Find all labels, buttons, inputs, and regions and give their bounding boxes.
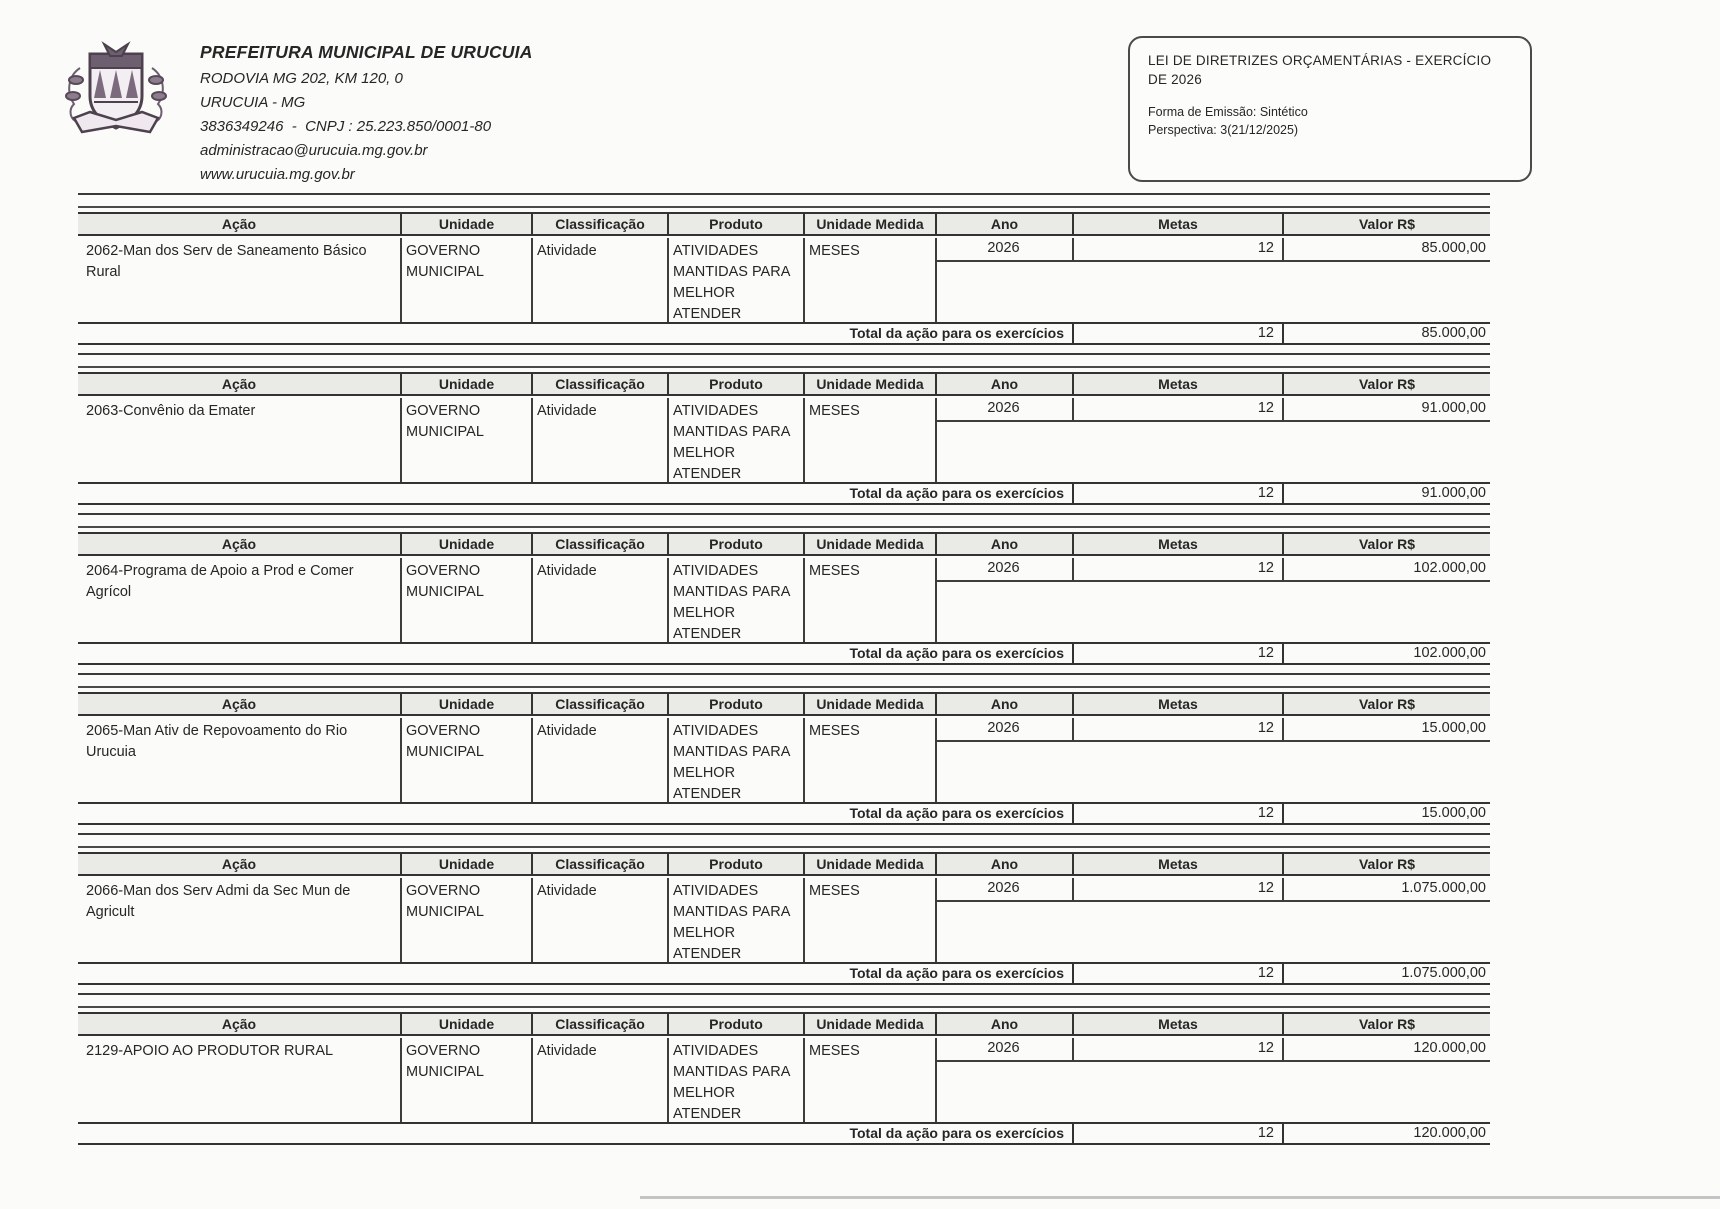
column-divider	[803, 558, 805, 642]
acao-cell: 2064-Programa de Apoio a Prod e Comer Agrícol	[86, 563, 354, 600]
total-valor-value: 102.000,00	[1413, 645, 1486, 661]
scan-edge-artifact	[640, 1196, 1720, 1199]
column-header-ano: Ano	[935, 214, 1072, 234]
section-top-rule	[78, 673, 1490, 675]
column-divider	[667, 878, 669, 962]
table-header-row	[78, 852, 1490, 876]
total-valor-value: 120.000,00	[1413, 1125, 1486, 1141]
column-header-valor: Valor R$	[1282, 854, 1490, 874]
action-section	[78, 993, 1490, 1145]
report-meta	[1148, 103, 1514, 139]
total-label: Total da ação para os exercícios	[849, 1125, 1064, 1141]
valor-cell: 120.000,00	[1413, 1040, 1486, 1056]
metas-cell: 12	[1257, 720, 1274, 736]
acao-cell: 2063-Convênio da Emater	[86, 403, 256, 419]
column-header-metas: Metas	[1072, 214, 1282, 234]
unidade-cell: GOVERNO MUNICIPAL	[406, 243, 484, 280]
action-total-row	[78, 802, 1490, 825]
column-divider	[667, 718, 669, 802]
column-header-ano: Ano	[935, 534, 1072, 554]
section-top-rule	[78, 833, 1490, 835]
municipal-coat-of-arms-icon	[60, 40, 172, 140]
column-header-unidade: Unidade	[400, 854, 531, 874]
column-header-acao: Ação	[221, 376, 257, 392]
section-second-rule	[78, 1006, 1490, 1008]
column-header-unidade: Unidade	[400, 694, 531, 714]
column-header-valor: Valor R$	[1282, 214, 1490, 234]
column-header-produto: Produto	[667, 1014, 803, 1034]
column-header-classificacao: Classificação	[531, 214, 667, 234]
action-data-row	[78, 398, 1490, 482]
classificacao-cell: Atividade	[537, 883, 597, 899]
ano-cell: 2026	[987, 560, 1020, 576]
total-metas-value: 12	[1257, 805, 1274, 821]
column-divider	[531, 238, 533, 322]
valor-cell: 1.075.000,00	[1401, 880, 1486, 896]
column-header-acao: Ação	[221, 536, 257, 552]
column-header-valor: Valor R$	[1282, 694, 1490, 714]
org-name: PREFEITURA MUNICIPAL DE URUCUIA	[200, 42, 533, 62]
action-section	[78, 353, 1490, 505]
acao-cell: 2129-APOIO AO PRODUTOR RURAL	[86, 1043, 334, 1059]
action-section	[78, 513, 1490, 665]
unidade-cell: GOVERNO MUNICIPAL	[406, 563, 484, 600]
unidade-medida-cell: MESES	[809, 883, 860, 899]
column-divider	[667, 1038, 669, 1122]
unidade-medida-cell: MESES	[809, 403, 860, 419]
column-header-valor: Valor R$	[1282, 374, 1490, 394]
action-total-row	[78, 482, 1490, 505]
column-header-unidade: Unidade	[400, 374, 531, 394]
letterhead	[200, 42, 533, 183]
total-metas-value: 12	[1257, 1125, 1274, 1141]
total-label: Total da ação para os exercícios	[849, 325, 1064, 341]
report-emission: Forma de Emissão: Sintético	[1148, 105, 1308, 119]
column-divider	[531, 878, 533, 962]
org-address-line2: URUCUIA - MG	[200, 94, 306, 111]
total-valor-value: 1.075.000,00	[1401, 965, 1486, 981]
column-header-unidade: Unidade	[400, 534, 531, 554]
acao-cell: 2062-Man dos Serv de Saneamento Básico Rural	[86, 243, 367, 280]
section-second-rule	[78, 206, 1490, 208]
year-metas-valor-row	[935, 718, 1490, 742]
total-metas-value: 12	[1257, 645, 1274, 661]
column-divider	[803, 398, 805, 482]
total-label: Total da ação para os exercícios	[849, 805, 1064, 821]
column-header-produto: Produto	[667, 854, 803, 874]
table-header-row	[78, 372, 1490, 396]
action-section	[78, 193, 1490, 345]
total-label: Total da ação para os exercícios	[849, 485, 1064, 501]
ano-cell: 2026	[987, 720, 1020, 736]
org-email: administracao@urucuia.mg.gov.br	[200, 142, 428, 159]
column-header-acao: Ação	[221, 1016, 257, 1032]
column-header-unidade-medida: Unidade Medida	[803, 694, 935, 714]
unidade-cell: GOVERNO MUNICIPAL	[406, 403, 484, 440]
org-website: www.urucuia.mg.gov.br	[200, 166, 355, 183]
column-header-unidade-medida: Unidade Medida	[803, 854, 935, 874]
metas-cell: 12	[1257, 240, 1274, 256]
year-metas-valor-row	[935, 878, 1490, 902]
column-header-produto: Produto	[667, 534, 803, 554]
valor-cell: 85.000,00	[1421, 240, 1486, 256]
column-header-ano: Ano	[935, 1014, 1072, 1034]
column-divider	[531, 718, 533, 802]
produto-cell: ATIVIDADES MANTIDAS PARA MELHOR ATENDER	[673, 1043, 790, 1122]
section-top-rule	[78, 193, 1490, 195]
unidade-cell: GOVERNO MUNICIPAL	[406, 883, 484, 920]
column-header-acao: Ação	[221, 696, 257, 712]
column-divider	[531, 558, 533, 642]
column-header-unidade: Unidade	[400, 214, 531, 234]
column-divider	[803, 878, 805, 962]
column-divider	[667, 558, 669, 642]
column-header-classificacao: Classificação	[531, 1014, 667, 1034]
column-divider	[531, 1038, 533, 1122]
column-divider	[400, 558, 402, 642]
section-top-rule	[78, 513, 1490, 515]
column-header-metas: Metas	[1072, 1014, 1282, 1034]
year-metas-valor-row	[935, 558, 1490, 582]
unidade-cell: GOVERNO MUNICIPAL	[406, 1043, 484, 1080]
column-divider	[803, 1038, 805, 1122]
produto-cell: ATIVIDADES MANTIDAS PARA MELHOR ATENDER	[673, 883, 790, 962]
column-header-ano: Ano	[935, 854, 1072, 874]
total-label: Total da ação para os exercícios	[849, 965, 1064, 981]
column-header-ano: Ano	[935, 694, 1072, 714]
org-phone-cnpj: 3836349246 - CNPJ : 25.223.850/0001-80	[200, 118, 492, 135]
column-header-metas: Metas	[1072, 694, 1282, 714]
column-header-metas: Metas	[1072, 374, 1282, 394]
section-second-rule	[78, 686, 1490, 688]
produto-cell: ATIVIDADES MANTIDAS PARA MELHOR ATENDER	[673, 403, 790, 482]
column-header-metas: Metas	[1072, 854, 1282, 874]
unidade-medida-cell: MESES	[809, 563, 860, 579]
unidade-medida-cell: MESES	[809, 243, 860, 259]
total-metas-value: 12	[1257, 485, 1274, 501]
section-top-rule	[78, 353, 1490, 355]
action-total-row	[78, 962, 1490, 985]
unidade-cell: GOVERNO MUNICIPAL	[406, 723, 484, 760]
produto-cell: ATIVIDADES MANTIDAS PARA MELHOR ATENDER	[673, 563, 790, 642]
column-divider	[667, 238, 669, 322]
section-second-rule	[78, 526, 1490, 528]
column-header-unidade-medida: Unidade Medida	[803, 374, 935, 394]
produto-cell: ATIVIDADES MANTIDAS PARA MELHOR ATENDER	[673, 723, 790, 802]
action-total-row	[78, 642, 1490, 665]
column-divider	[531, 398, 533, 482]
ano-cell: 2026	[987, 1040, 1020, 1056]
column-header-classificacao: Classificação	[531, 374, 667, 394]
total-valor-value: 85.000,00	[1421, 325, 1486, 341]
column-divider	[400, 1038, 402, 1122]
classificacao-cell: Atividade	[537, 243, 597, 259]
column-divider	[400, 878, 402, 962]
unidade-medida-cell: MESES	[809, 1043, 860, 1059]
column-header-unidade-medida: Unidade Medida	[803, 1014, 935, 1034]
acao-cell: 2065-Man Ativ de Repovoamento do Rio Urucuia	[86, 723, 348, 760]
table-header-row	[78, 1012, 1490, 1036]
column-header-valor: Valor R$	[1282, 1014, 1490, 1034]
action-data-row	[78, 878, 1490, 962]
org-address-line1: RODOVIA MG 202, KM 120, 0	[200, 70, 403, 87]
produto-cell: ATIVIDADES MANTIDAS PARA MELHOR ATENDER	[673, 243, 790, 322]
column-header-metas: Metas	[1072, 534, 1282, 554]
valor-cell: 15.000,00	[1421, 720, 1486, 736]
action-total-row	[78, 322, 1490, 345]
ano-cell: 2026	[987, 240, 1020, 256]
table-header-row	[78, 532, 1490, 556]
column-divider	[803, 718, 805, 802]
column-header-produto: Produto	[667, 374, 803, 394]
metas-cell: 12	[1257, 1040, 1274, 1056]
total-valor-value: 91.000,00	[1421, 485, 1486, 501]
column-header-ano: Ano	[935, 374, 1072, 394]
unidade-medida-cell: MESES	[809, 723, 860, 739]
total-metas-value: 12	[1257, 965, 1274, 981]
section-top-rule	[78, 993, 1490, 995]
column-divider	[400, 398, 402, 482]
year-metas-valor-row	[935, 1038, 1490, 1062]
action-section	[78, 673, 1490, 825]
column-header-produto: Produto	[667, 694, 803, 714]
column-header-classificacao: Classificação	[531, 694, 667, 714]
year-metas-valor-row	[935, 238, 1490, 262]
report-title: LEI DE DIRETRIZES ORÇAMENTÁRIAS - EXERCÍCIO DE 2026	[1148, 53, 1492, 87]
column-divider	[667, 398, 669, 482]
column-divider	[400, 718, 402, 802]
ano-cell: 2026	[987, 400, 1020, 416]
action-data-row	[78, 1038, 1490, 1122]
classificacao-cell: Atividade	[537, 563, 597, 579]
table-header-row	[78, 692, 1490, 716]
acao-cell: 2066-Man dos Serv Admi da Sec Mun de Agricult	[86, 883, 351, 920]
column-header-acao: Ação	[221, 216, 257, 232]
report-info-box	[1128, 36, 1532, 182]
year-metas-valor-row	[935, 398, 1490, 422]
section-second-rule	[78, 366, 1490, 368]
total-valor-value: 15.000,00	[1421, 805, 1486, 821]
classificacao-cell: Atividade	[537, 723, 597, 739]
section-second-rule	[78, 846, 1490, 848]
column-header-valor: Valor R$	[1282, 534, 1490, 554]
metas-cell: 12	[1257, 560, 1274, 576]
classificacao-cell: Atividade	[537, 1043, 597, 1059]
valor-cell: 102.000,00	[1413, 560, 1486, 576]
classificacao-cell: Atividade	[537, 403, 597, 419]
action-data-row	[78, 718, 1490, 802]
column-header-acao: Ação	[221, 856, 257, 872]
column-header-classificacao: Classificação	[531, 534, 667, 554]
action-total-row	[78, 1122, 1490, 1145]
column-header-unidade: Unidade	[400, 1014, 531, 1034]
column-header-unidade-medida: Unidade Medida	[803, 214, 935, 234]
column-header-produto: Produto	[667, 214, 803, 234]
valor-cell: 91.000,00	[1421, 400, 1486, 416]
metas-cell: 12	[1257, 880, 1274, 896]
ano-cell: 2026	[987, 880, 1020, 896]
column-divider	[803, 238, 805, 322]
total-label: Total da ação para os exercícios	[849, 645, 1064, 661]
total-metas-value: 12	[1257, 325, 1274, 341]
action-data-row	[78, 558, 1490, 642]
table-header-row	[78, 212, 1490, 236]
action-data-row	[78, 238, 1490, 322]
column-divider	[400, 238, 402, 322]
action-section	[78, 833, 1490, 985]
column-header-unidade-medida: Unidade Medida	[803, 534, 935, 554]
report-perspective: Perspectiva: 3(21/12/2025)	[1148, 123, 1299, 137]
metas-cell: 12	[1257, 400, 1274, 416]
column-header-classificacao: Classificação	[531, 854, 667, 874]
